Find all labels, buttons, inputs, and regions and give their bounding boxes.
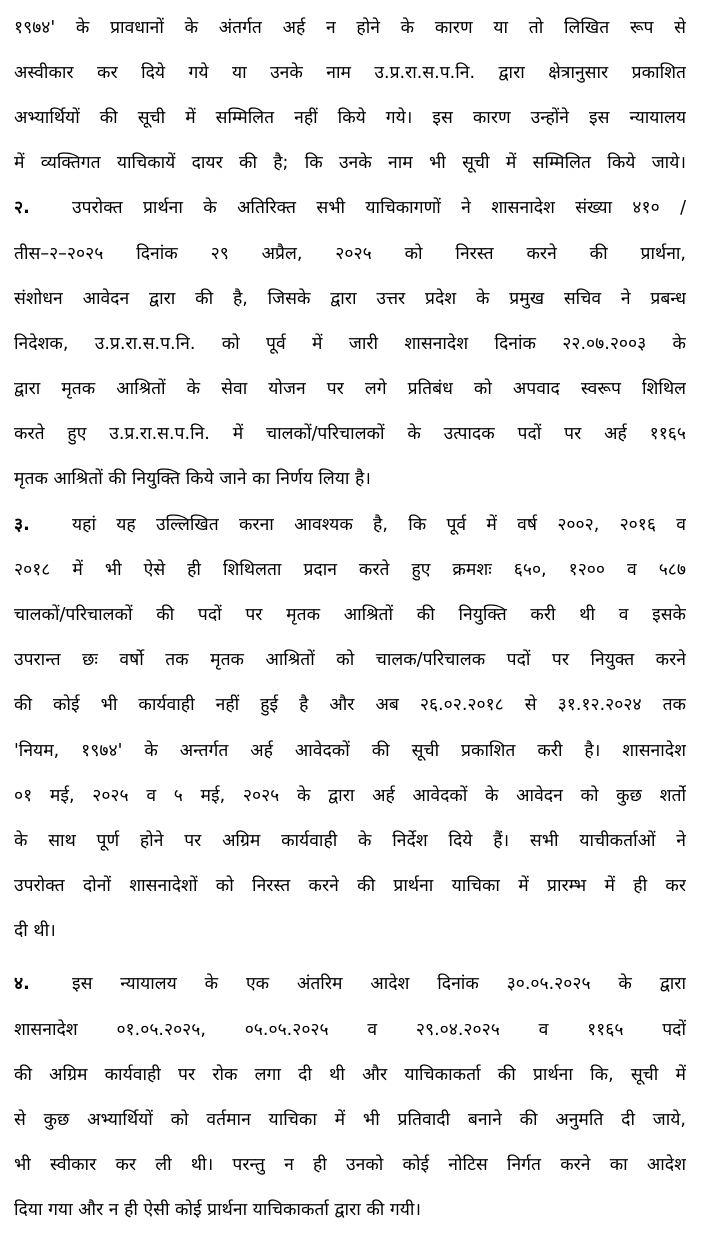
text-line: में व्यक्तिगत याचिकायें दायर की है; कि उनके नाम भी सूची में सम्मिलित किये जाये। xyxy=(14,153,686,173)
text-line: संशोधन आवेदन द्वारा की है, जिसके द्वारा उत्तर प्रदेश के प्रमुख सचिव ने प्रबन्ध xyxy=(14,289,686,309)
text-line: द्वारा मृतक आश्रितों के सेवा योजन पर लगे प्रतिबंध को अपवाद स्वरूप शिथिल xyxy=(14,379,686,399)
text-line: यहां यह उल्लिखित करना आवश्यक है, कि पूर्व में वर्ष २००२, २०१६ व xyxy=(72,515,686,535)
text-line: उपरोक्त प्रार्थना के अतिरिक्त सभी याचिकागणों ने शासनादेश संख्या ४१० / xyxy=(72,198,686,218)
text-line: १९७४' के प्रावधानों के अंतर्गत अर्ह न होने के कारण या तो लिखित रूप से xyxy=(14,18,686,38)
text-line: से कुछ अभ्यार्थियों को वर्तमान याचिका में भी प्रतिवादी बनाने की अनुमति दी जाये, xyxy=(14,1110,686,1130)
text-line: भी स्वीकार कर ली थी। परन्तु न ही उनको कोई नोटिस निर्गत करने का आदेश xyxy=(14,1155,686,1175)
text-line: की अग्रिम कार्यवाही पर रोक लगा दी थी और याचिकाकर्ता की प्रार्थना कि, सूची में xyxy=(14,1065,686,1085)
paragraph-number-4: ४. xyxy=(14,974,30,994)
text-line: इस न्यायालय के एक अंतरिम आदेश दिनांक ३०.०५.२०२५ के द्वारा xyxy=(72,974,686,994)
paragraph-number-3: ३. xyxy=(14,515,30,535)
text-line: शासनादेश ०१.०५.२०२५, ०५.०५.२०२५ व २९.०४.२०२५ व ११६५ पदों xyxy=(14,1020,686,1040)
text-line: तीस–२–२०२५ दिनांक २९ अप्रैल, २०२५ को निरस्त करने की प्रार्थना, xyxy=(14,244,686,264)
text-line: की कोई भी कार्यवाही नहीं हुई है और अब २६.०२.२०१८ से ३१.१२.२०२४ तक xyxy=(14,695,686,715)
text-line: दी थी। xyxy=(14,921,56,941)
paragraph-number-2: २. xyxy=(14,198,30,218)
text-line: चालकों/परिचालकों की पदों पर मृतक आश्रितों की नियुक्ति करी थी व इसके xyxy=(14,605,686,625)
text-line: दिया गया और न ही ऐसी कोई प्रार्थना याचिकाकर्ता द्वारा की गयी। xyxy=(14,1200,422,1220)
text-line: मृतक आश्रितों की नियुक्ति किये जाने का निर्णय लिया है। xyxy=(14,469,371,489)
text-line: अभ्यार्थियों की सूची में सम्मिलित नहीं किये गये। इस कारण उन्होंने इस न्यायालय xyxy=(14,108,686,128)
text-line: उपरोक्त दोनों शासनादेशों को निरस्त करने की प्रार्थना याचिका में प्रारम्भ में ही कर xyxy=(14,876,686,896)
text-line: निदेशक, उ.प्र.रा.स.प.नि. को पूर्व में जारी शासनादेश दिनांक २२.०७.२००३ के xyxy=(14,334,686,354)
text-line: उपरान्त छः वर्षो तक मृतक आश्रितों को चालक/परिचालक पदों पर नियुक्त करने xyxy=(14,650,686,670)
text-line: के साथ पूर्ण होने पर अग्रिम कार्यवाही के निर्देश दिये हैं। सभी याचीकर्ताओं ने xyxy=(14,831,686,851)
text-line: 'नियम, १९७४' के अन्तर्गत अर्ह आवेदकों की सूची प्रकाशित करी है। शासनादेश xyxy=(14,741,686,761)
text-line: करते हुए उ.प्र.रा.स.प.नि. में चालकों/परिचालकों के उत्पादक पदों पर अर्ह ११६५ xyxy=(14,424,686,444)
text-line: ०१ मई, २०२५ व ५ मई, २०२५ के द्वारा अर्ह आवेदकों के आवेदन को कुछ शर्तो xyxy=(14,786,686,806)
text-line: अस्वीकार कर दिये गये या उनके नाम उ.प्र.रा.स.प.नि. द्वारा क्षेत्रानुसार प्रकाशित xyxy=(14,63,686,83)
text-line: २०१८ में भी ऐसे ही शिथिलता प्रदान करते हुए क्रमशः ६५०, १२०० व ५८७ xyxy=(14,560,686,580)
